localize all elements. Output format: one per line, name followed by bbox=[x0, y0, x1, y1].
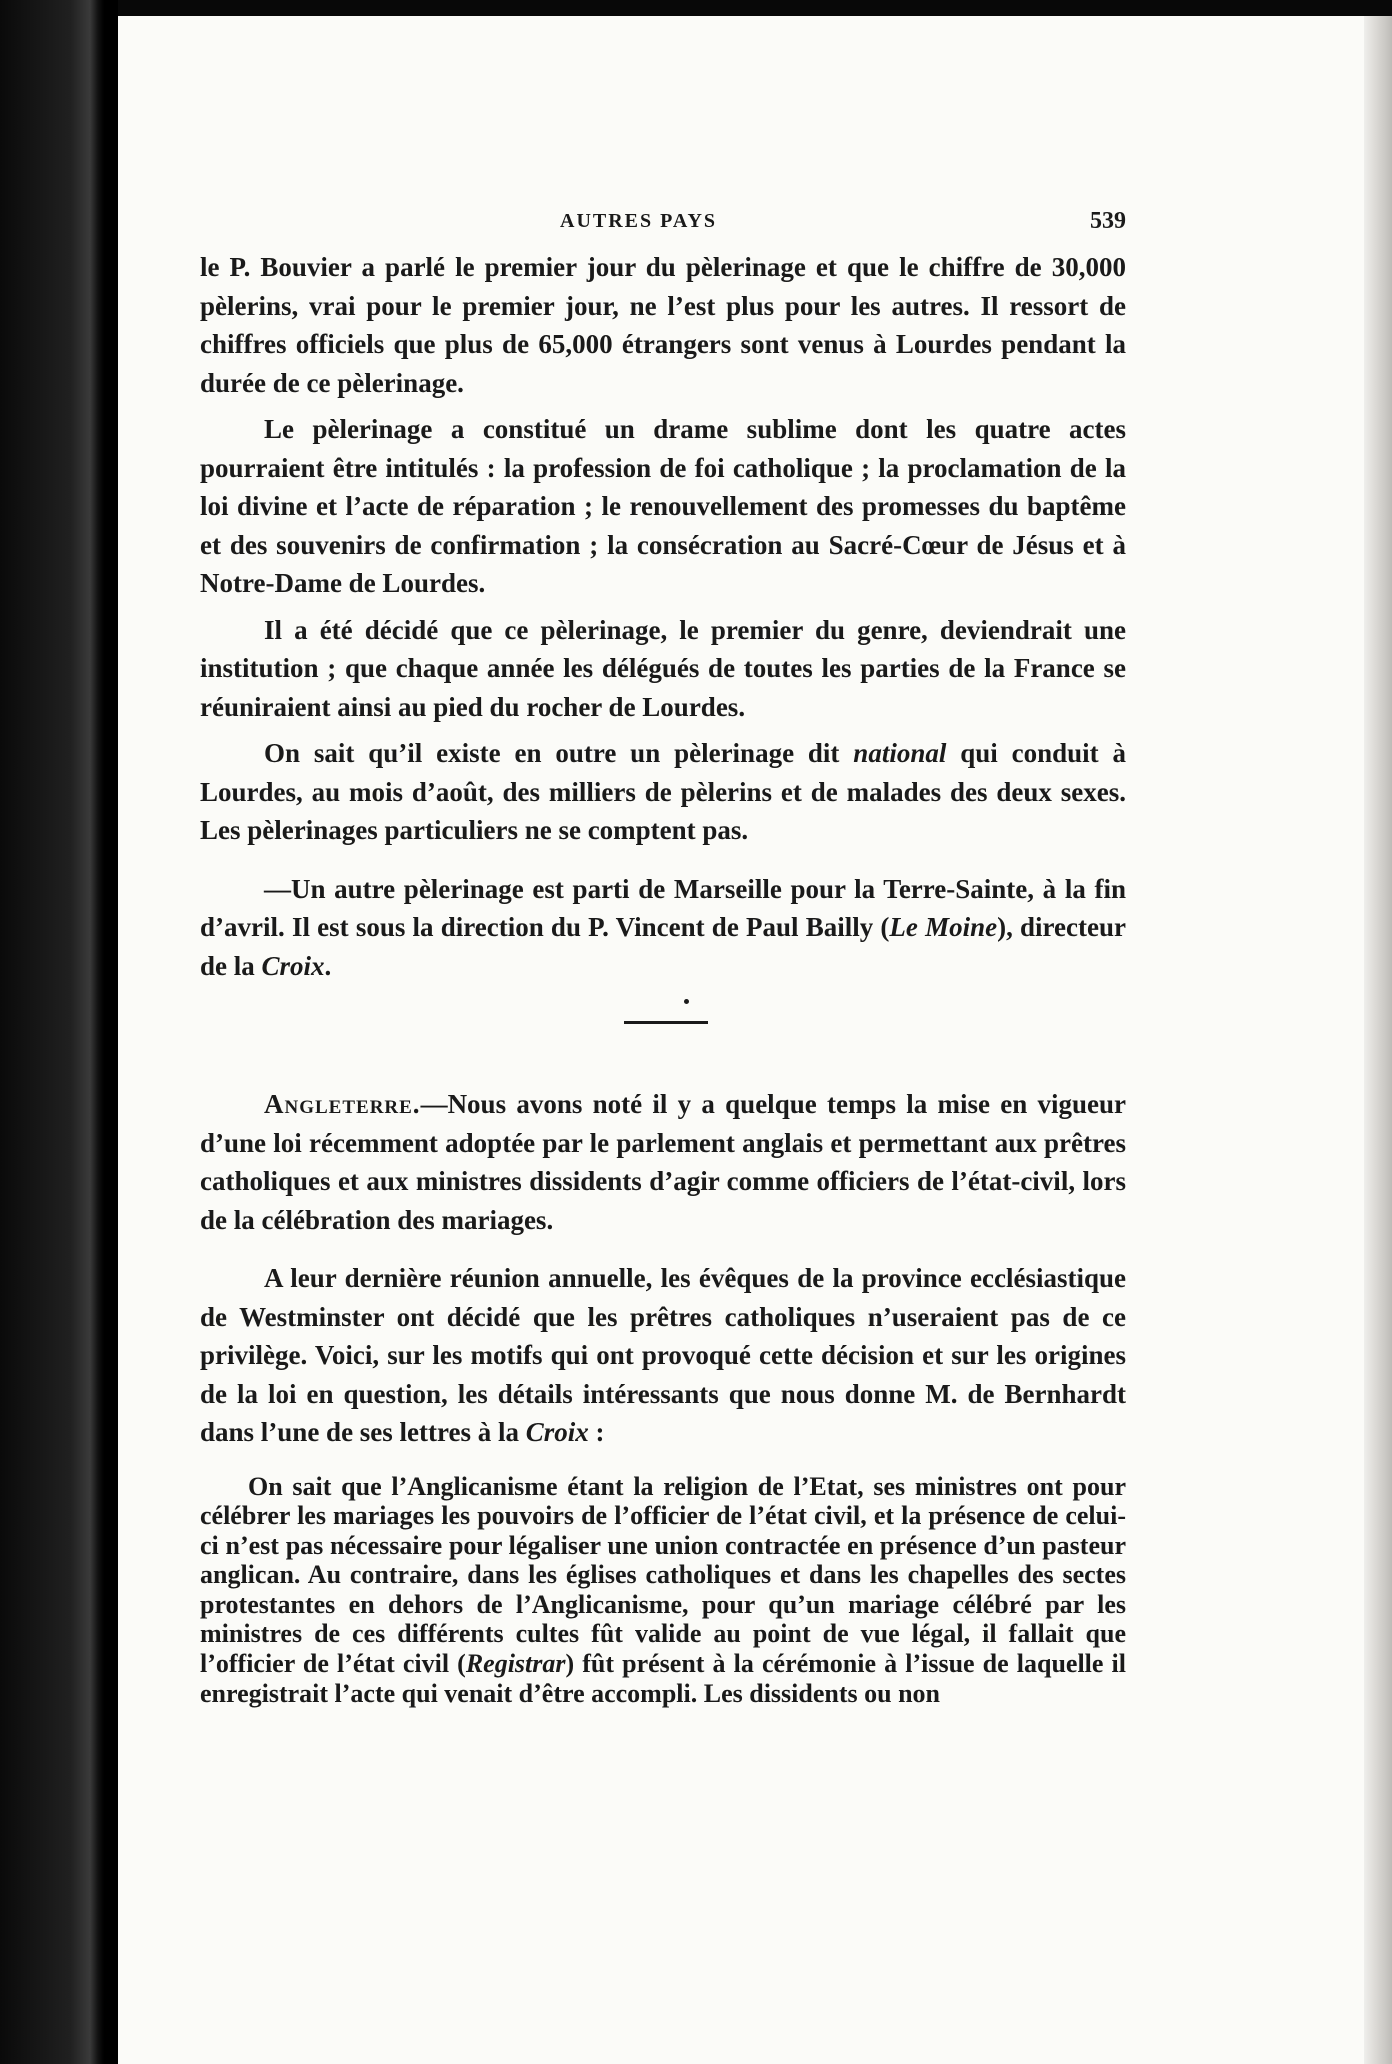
quoted-paragraph-text-a: On sait que l’Anglicanisme étant la religion de l’Etat, ses ministres ont pour célébrer les mariages les pouvoirs de l’officier de l’état civil, et la présence de celui-ci n’est pas nécessaire pour légaliser une union contractée en présence d’un pasteur anglican. Au contraire, dans les églises catholiques et dans les chapelles des sectes protestantes en dehors de l’Anglicanisme, pour qu’un mariage célébré par les ministres de ces différents cultes fût valide au point de vue légal, il fallait que l’officier de l’état civil ( bbox=[200, 1471, 1126, 1679]
quoted-paragraph-italic-registrar: Registrar bbox=[465, 1649, 566, 1679]
paragraph-3: Il a été décidé que ce pèlerinage, le premier du genre, deviendrait une institution ; que chaque année les délégués de toutes les parties de la France se réuniraient ainsi au pied du rocher de Lourdes. bbox=[200, 614, 1126, 722]
paragraph-6 bbox=[200, 1085, 1126, 1239]
paragraph-5-text-b: ), directeur de la bbox=[200, 912, 1126, 981]
paragraph-4-text-b: qui conduit à Lourdes, au mois d’août, des milliers de pèlerins et de malades des deux sexes. Les pèlerinages particuliers ne se comptent pas. bbox=[200, 738, 1126, 845]
paragraph-7 bbox=[200, 1259, 1126, 1452]
running-title: AUTRES PAYS bbox=[560, 210, 718, 232]
paragraph-5 bbox=[200, 870, 1126, 986]
running-head bbox=[200, 200, 1126, 248]
paragraph-4-italic: national bbox=[853, 738, 947, 768]
paragraph-6-text: —Nous avons noté il y a quelque temps la mise en vigueur d’une loi récemment adoptée par le parlement anglais et permettant aux prêtres catholiques et aux ministres dissidents d’agir comme officiers de l’état-civil, lors de la célébration des mariages. bbox=[200, 1089, 1126, 1235]
quoted-paragraph-text-b: ) fût présent à la cérémonie à l’issue de laquelle il enregistrait l’acte qui venait d’être accompli. Les dissidents ou non bbox=[200, 1649, 1126, 1708]
scan-right-edge bbox=[1364, 16, 1392, 2064]
paragraph-5-italic-croix: Croix bbox=[261, 950, 325, 981]
paragraph-7-text-b: : bbox=[588, 1417, 605, 1447]
book-page bbox=[200, 200, 1126, 1708]
paragraph-5-italic-le-moine: Le Moine bbox=[889, 912, 998, 942]
separator-dot bbox=[684, 999, 689, 1004]
section-separator bbox=[200, 985, 1126, 1065]
page-number: 539 bbox=[1090, 208, 1126, 234]
paragraph-2: Le pèlerinage a constitué un drame sublime dont les quatre actes pourraient être intitulés : la profession de foi catholique ; la proclamation de la loi divine et l’acte de réparation ; le renouvellement des promesses du baptême et des souvenirs de confirmation ; la consécration au Sacré-Cœur de Jésus et à Notre-Dame de Lourdes. bbox=[200, 414, 1126, 598]
paragraph-4-text-a: On sait qu’il existe en outre un pèlerinage dit bbox=[264, 738, 854, 768]
paragraph-4 bbox=[200, 734, 1126, 850]
scan-binding-edge bbox=[0, 0, 118, 2064]
paragraph-7-text-a: A leur dernière réunion annuelle, les évêques de la province ecclésiastique de Westminster ont décidé que les prêtres catholiques n’useraient pas de ce privilège. Voici, sur les motifs qui ont provoqué cette décision et sur les origines de la loi en question, les détails intéressants que nous donne M. de Bernhardt dans l’une de ses lettres à la bbox=[200, 1263, 1126, 1447]
scan-top-edge bbox=[0, 0, 1392, 16]
paragraph-1: le P. Bouvier a parlé le premier jour du pèlerinage et que le chiffre de 30,000 pèlerins, vrai pour le premier jour, ne l’est plus pour les autres. Il ressort de chiffres officiels que plus de 65,000 étrangers sont venus à Lourdes pendant la durée de ce pèlerinage. bbox=[200, 252, 1126, 398]
quoted-paragraph bbox=[200, 1472, 1126, 1709]
paragraph-5-text-c: . bbox=[324, 950, 332, 981]
section-label-angleterre: Angleterre. bbox=[264, 1089, 421, 1119]
paragraph-7-italic-croix: Croix bbox=[525, 1417, 589, 1447]
paragraph-5-text-a: —Un autre pèlerinage est parti de Marseille pour la Terre-Sainte, à la fin d’avril. Il est sous la direction du P. Vincent de Paul Bailly ( bbox=[200, 873, 1126, 942]
separator-rule bbox=[624, 1021, 708, 1024]
